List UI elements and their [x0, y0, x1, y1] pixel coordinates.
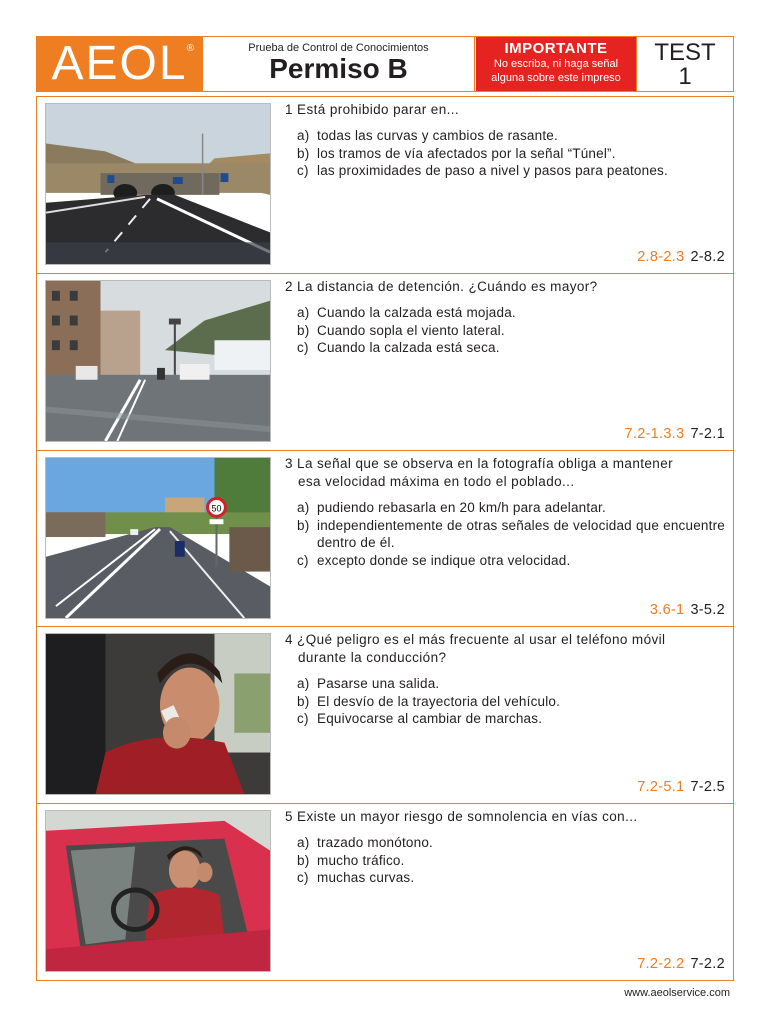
- code-orange: 7.2-1.3.3: [624, 426, 685, 442]
- question-code: [637, 956, 725, 972]
- page-title: Permiso B: [269, 53, 408, 84]
- option-letter: b): [297, 145, 310, 161]
- code-orange: 7.2-5.1: [637, 779, 685, 795]
- test-label: TEST: [654, 39, 716, 66]
- aeol-logo: [37, 37, 203, 91]
- code-orange: 2.8-2.3: [637, 249, 685, 265]
- important-text-1: No escriba, ni haga señal: [493, 58, 619, 70]
- code-black: 7-2.1: [690, 426, 725, 442]
- option-a: [285, 675, 725, 693]
- logo-text: AEOL: [51, 37, 188, 90]
- option-text: Cuando sopla el viento lateral.: [317, 322, 505, 338]
- question-item: [37, 97, 733, 274]
- page-subtitle: Prueba de Control de Conocimientos: [248, 42, 429, 54]
- question-stem-line-1: 3 La señal que se observa en la fotografía obliga a mantener: [285, 456, 673, 471]
- option-text: excepto donde se indique otra velocidad.: [317, 552, 571, 568]
- code-orange: 7.2-2.2: [637, 956, 685, 972]
- option-c: [285, 710, 725, 728]
- question-text: [285, 278, 725, 357]
- tunnel-road-photo: [45, 103, 271, 265]
- question-stem-line-2: esa velocidad máxima en todo el poblado...: [298, 474, 575, 489]
- question-stem-line-1: 5 Existe un mayor riesgo de somnolencia en vías con...: [285, 809, 638, 824]
- driver-phone-photo: [45, 633, 271, 795]
- code-orange: 3.6-1: [649, 602, 685, 618]
- option-letter: c): [297, 870, 309, 885]
- test-number: 1: [678, 63, 692, 90]
- code-black: 2-8.2: [690, 249, 725, 265]
- option-text: Cuando la calzada está mojada.: [317, 305, 516, 320]
- question-stem: [285, 631, 725, 667]
- question-text: [285, 808, 725, 887]
- question-stem: [285, 455, 725, 491]
- option-text: independientemente de otras señales de velocidad que encuentre dentro de él.: [317, 517, 725, 550]
- question-stem: [285, 278, 725, 296]
- option-b: [285, 517, 725, 552]
- question-item: [37, 274, 733, 451]
- option-c: [285, 869, 725, 887]
- wet-street-photo: [45, 280, 271, 442]
- option-text: los tramos de vía afectados por la señal “Túnel”.: [317, 145, 616, 161]
- option-letter: b): [297, 852, 310, 868]
- question-code: [637, 249, 725, 265]
- option-letter: b): [297, 693, 310, 709]
- question-stem: [285, 101, 725, 119]
- option-text: Equivocarse al cambiar de marchas.: [317, 711, 543, 726]
- question-stem: [285, 808, 725, 826]
- speed-limit-value: 50: [211, 503, 222, 514]
- option-text: El desvío de la trayectoria del vehículo.: [317, 693, 561, 709]
- option-b: [285, 693, 725, 711]
- sleepy-driver-car-photo: [45, 810, 271, 972]
- option-letter: a): [297, 305, 310, 320]
- question-stem-line-2: durante la conducción?: [298, 650, 447, 665]
- option-b: [285, 145, 725, 163]
- option-letter: c): [297, 163, 309, 178]
- question-stem-line-1: 2 La distancia de detención. ¿Cuándo es mayor?: [285, 279, 598, 294]
- question-text: [285, 101, 725, 180]
- option-text: muchas curvas.: [317, 870, 415, 885]
- option-b: [285, 322, 725, 340]
- option-letter: b): [297, 517, 310, 533]
- option-text: Pasarse una salida.: [317, 676, 440, 691]
- page-header: [36, 36, 734, 92]
- question-item: [37, 804, 733, 980]
- option-a: [285, 127, 725, 145]
- code-black: 3-5.2: [690, 602, 725, 618]
- option-letter: c): [297, 711, 309, 726]
- question-item: [37, 627, 733, 804]
- question-code: [637, 779, 725, 795]
- questions-list: [36, 96, 734, 981]
- important-notice: [476, 37, 636, 91]
- registered-mark: ®: [186, 43, 194, 54]
- code-black: 7-2.5: [690, 779, 725, 795]
- option-letter: c): [297, 340, 309, 355]
- question-text: [285, 631, 725, 728]
- question-code: [625, 426, 726, 442]
- option-text: Cuando la calzada está seca.: [317, 340, 500, 355]
- option-letter: a): [297, 128, 310, 143]
- option-a: [285, 304, 725, 322]
- option-c: [285, 552, 725, 570]
- option-letter: a): [297, 676, 310, 691]
- code-black: 7-2.2: [690, 956, 725, 972]
- option-a: [285, 834, 725, 852]
- title-block: [203, 37, 475, 91]
- question-stem-line-1: 4 ¿Qué peligro es el más frecuente al usar el teléfono móvil: [285, 632, 666, 647]
- option-a: [285, 499, 725, 517]
- question-item: [37, 451, 733, 627]
- question-text: [285, 455, 725, 569]
- option-text: pudiendo rebasarla en 20 km/h para adelantar.: [317, 500, 606, 515]
- question-stem-line-1: 1 Está prohibido parar en...: [285, 102, 460, 117]
- option-c: [285, 339, 725, 357]
- option-b: [285, 852, 725, 870]
- footer-url: www.aeolservice.com: [624, 987, 730, 999]
- test-id: [636, 37, 733, 91]
- option-letter: b): [297, 322, 310, 338]
- option-letter: a): [297, 500, 310, 515]
- option-letter: c): [297, 552, 309, 568]
- important-title: IMPORTANTE: [504, 40, 608, 57]
- important-text-2: alguna sobre este impreso: [491, 72, 621, 85]
- option-text: trazado monótono.: [317, 835, 433, 850]
- option-c: [285, 162, 725, 180]
- option-letter: a): [297, 835, 310, 850]
- question-code: [650, 602, 725, 618]
- option-text: mucho tráfico.: [317, 852, 405, 868]
- option-text: todas las curvas y cambios de rasante.: [317, 128, 558, 143]
- option-text: las proximidades de paso a nivel y pasos para peatones.: [317, 163, 668, 178]
- speed-sign-road-photo: [45, 457, 271, 619]
